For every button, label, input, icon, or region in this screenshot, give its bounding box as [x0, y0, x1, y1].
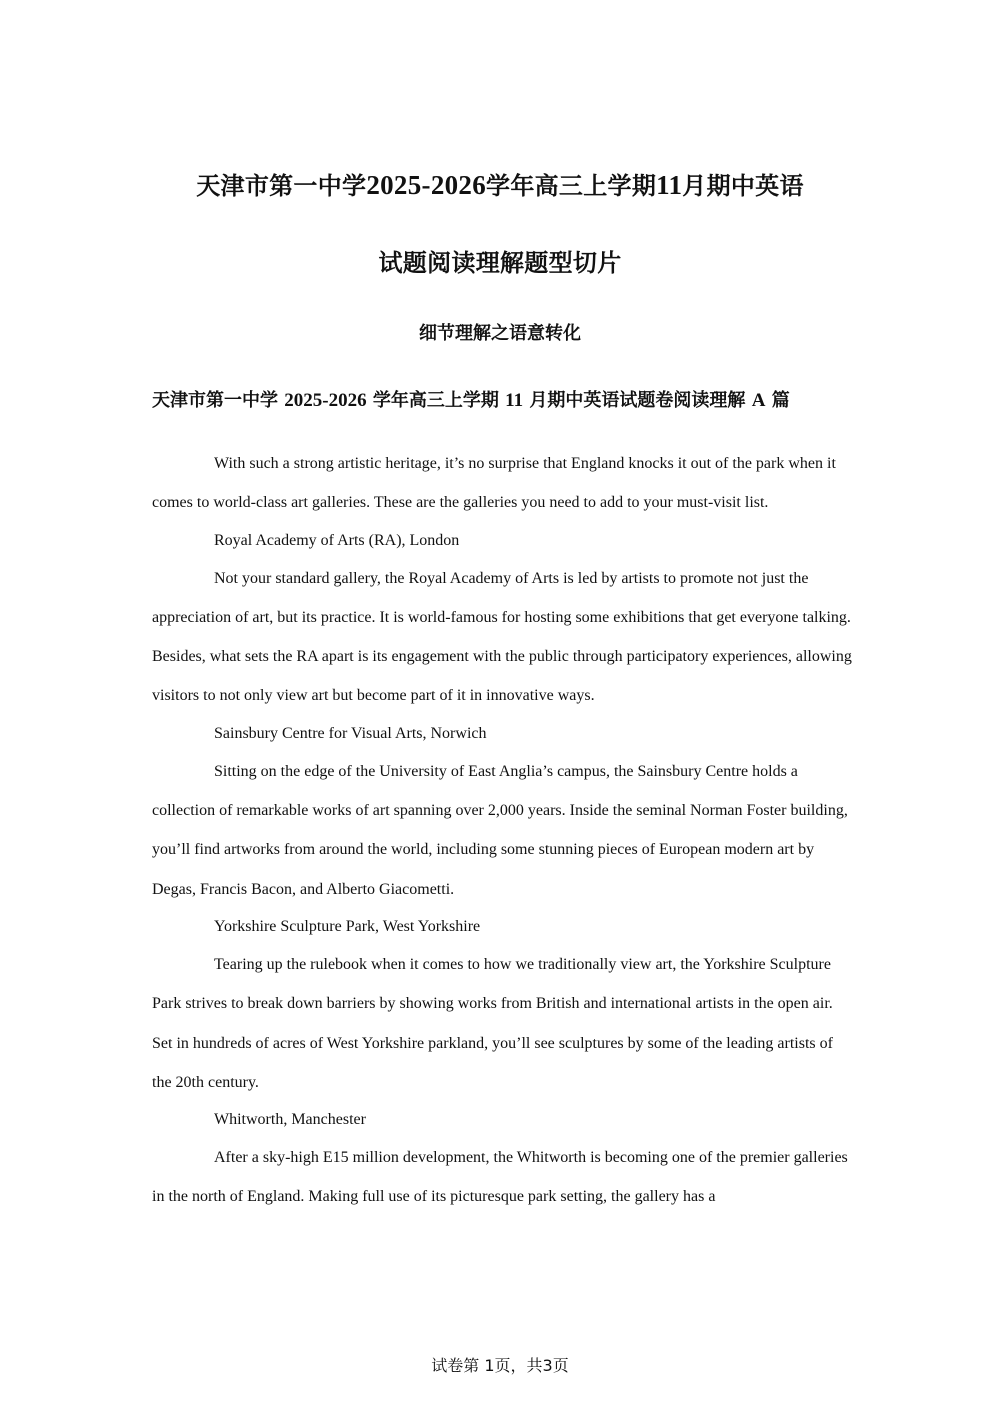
gallery-description: Not your standard gallery, the Royal Academy of Arts is led by artists to promote not just the appreciation of art, but its practice. It is world-famous for hosting some exhibitions that get everyone talking. Besides, what sets the RA apart is its engagement with the public through participatory experiences, allowing visitors to not only view art but become part of it in innovative ways.: [152, 569, 852, 705]
gallery-description: Tearing up the rulebook when it comes to how we traditionally view art, the Yorkshire Sculpture Park strives to break down barriers by showing works from British and international artists in the open air. Set in hundreds of acres of West Yorkshire parkland, you’ll see sculptures by some of the leading artists of the 20th century.: [152, 955, 833, 1091]
heading-text: 学年高三上学期: [372, 390, 499, 411]
title-text: 天津市第一中学: [196, 172, 367, 200]
title-month: 11: [656, 170, 683, 200]
page-title-line-2: 试题阅读理解题型切片: [378, 249, 622, 277]
passage-intro: With such a strong artistic heritage, it’s no surprise that England knocks it out of the park when it comes to world-class art galleries. These are the galleries you need to add to your must-visit list.: [152, 455, 836, 512]
gallery-name: Royal Academy of Arts (RA), London: [214, 531, 460, 549]
heading-year: 2025-2026: [284, 390, 367, 411]
heading-text: 月期中英语试题卷阅读理解: [529, 390, 746, 411]
gallery-description: After a sky-high E15 million development, the Whitworth is becoming one of the premier galleries in the north of England. Making full use of its picturesque park setting, the gallery has a: [152, 1149, 848, 1206]
title-year: 2025-2026: [366, 170, 487, 200]
heading-text: 天津市第一中学: [152, 390, 278, 411]
gallery-name: Sainsbury Centre for Visual Arts, Norwich: [214, 724, 487, 742]
gallery-description: Sitting on the edge of the University of East Anglia’s campus, the Sainsbury Centre holds a collection of remarkable works of art spanning over 2,000 years. Inside the seminal Norman Foster building, you’ll find artworks from around the world, including some stunning pieces of European modern art by Degas, Francis Bacon, and Alberto Giacometti.: [152, 762, 848, 898]
gallery-name: Yorkshire Sculpture Park, West Yorkshire: [214, 917, 481, 935]
heading-month: 11: [505, 390, 524, 411]
gallery-name: Whitworth, Manchester: [214, 1111, 366, 1129]
heading-letter: A: [751, 390, 766, 411]
heading-text: 篇: [771, 390, 790, 411]
passage-body: [152, 444, 852, 1217]
section-heading: [152, 391, 852, 412]
title-text: 月期中英语: [682, 172, 804, 200]
page-title-line-1: [100, 172, 900, 199]
title-text: 学年高三上学期: [486, 172, 657, 200]
page-subtitle: 细节理解之语意转化: [419, 323, 581, 344]
page-footer: 试卷第 1页，共3页: [431, 1356, 569, 1375]
